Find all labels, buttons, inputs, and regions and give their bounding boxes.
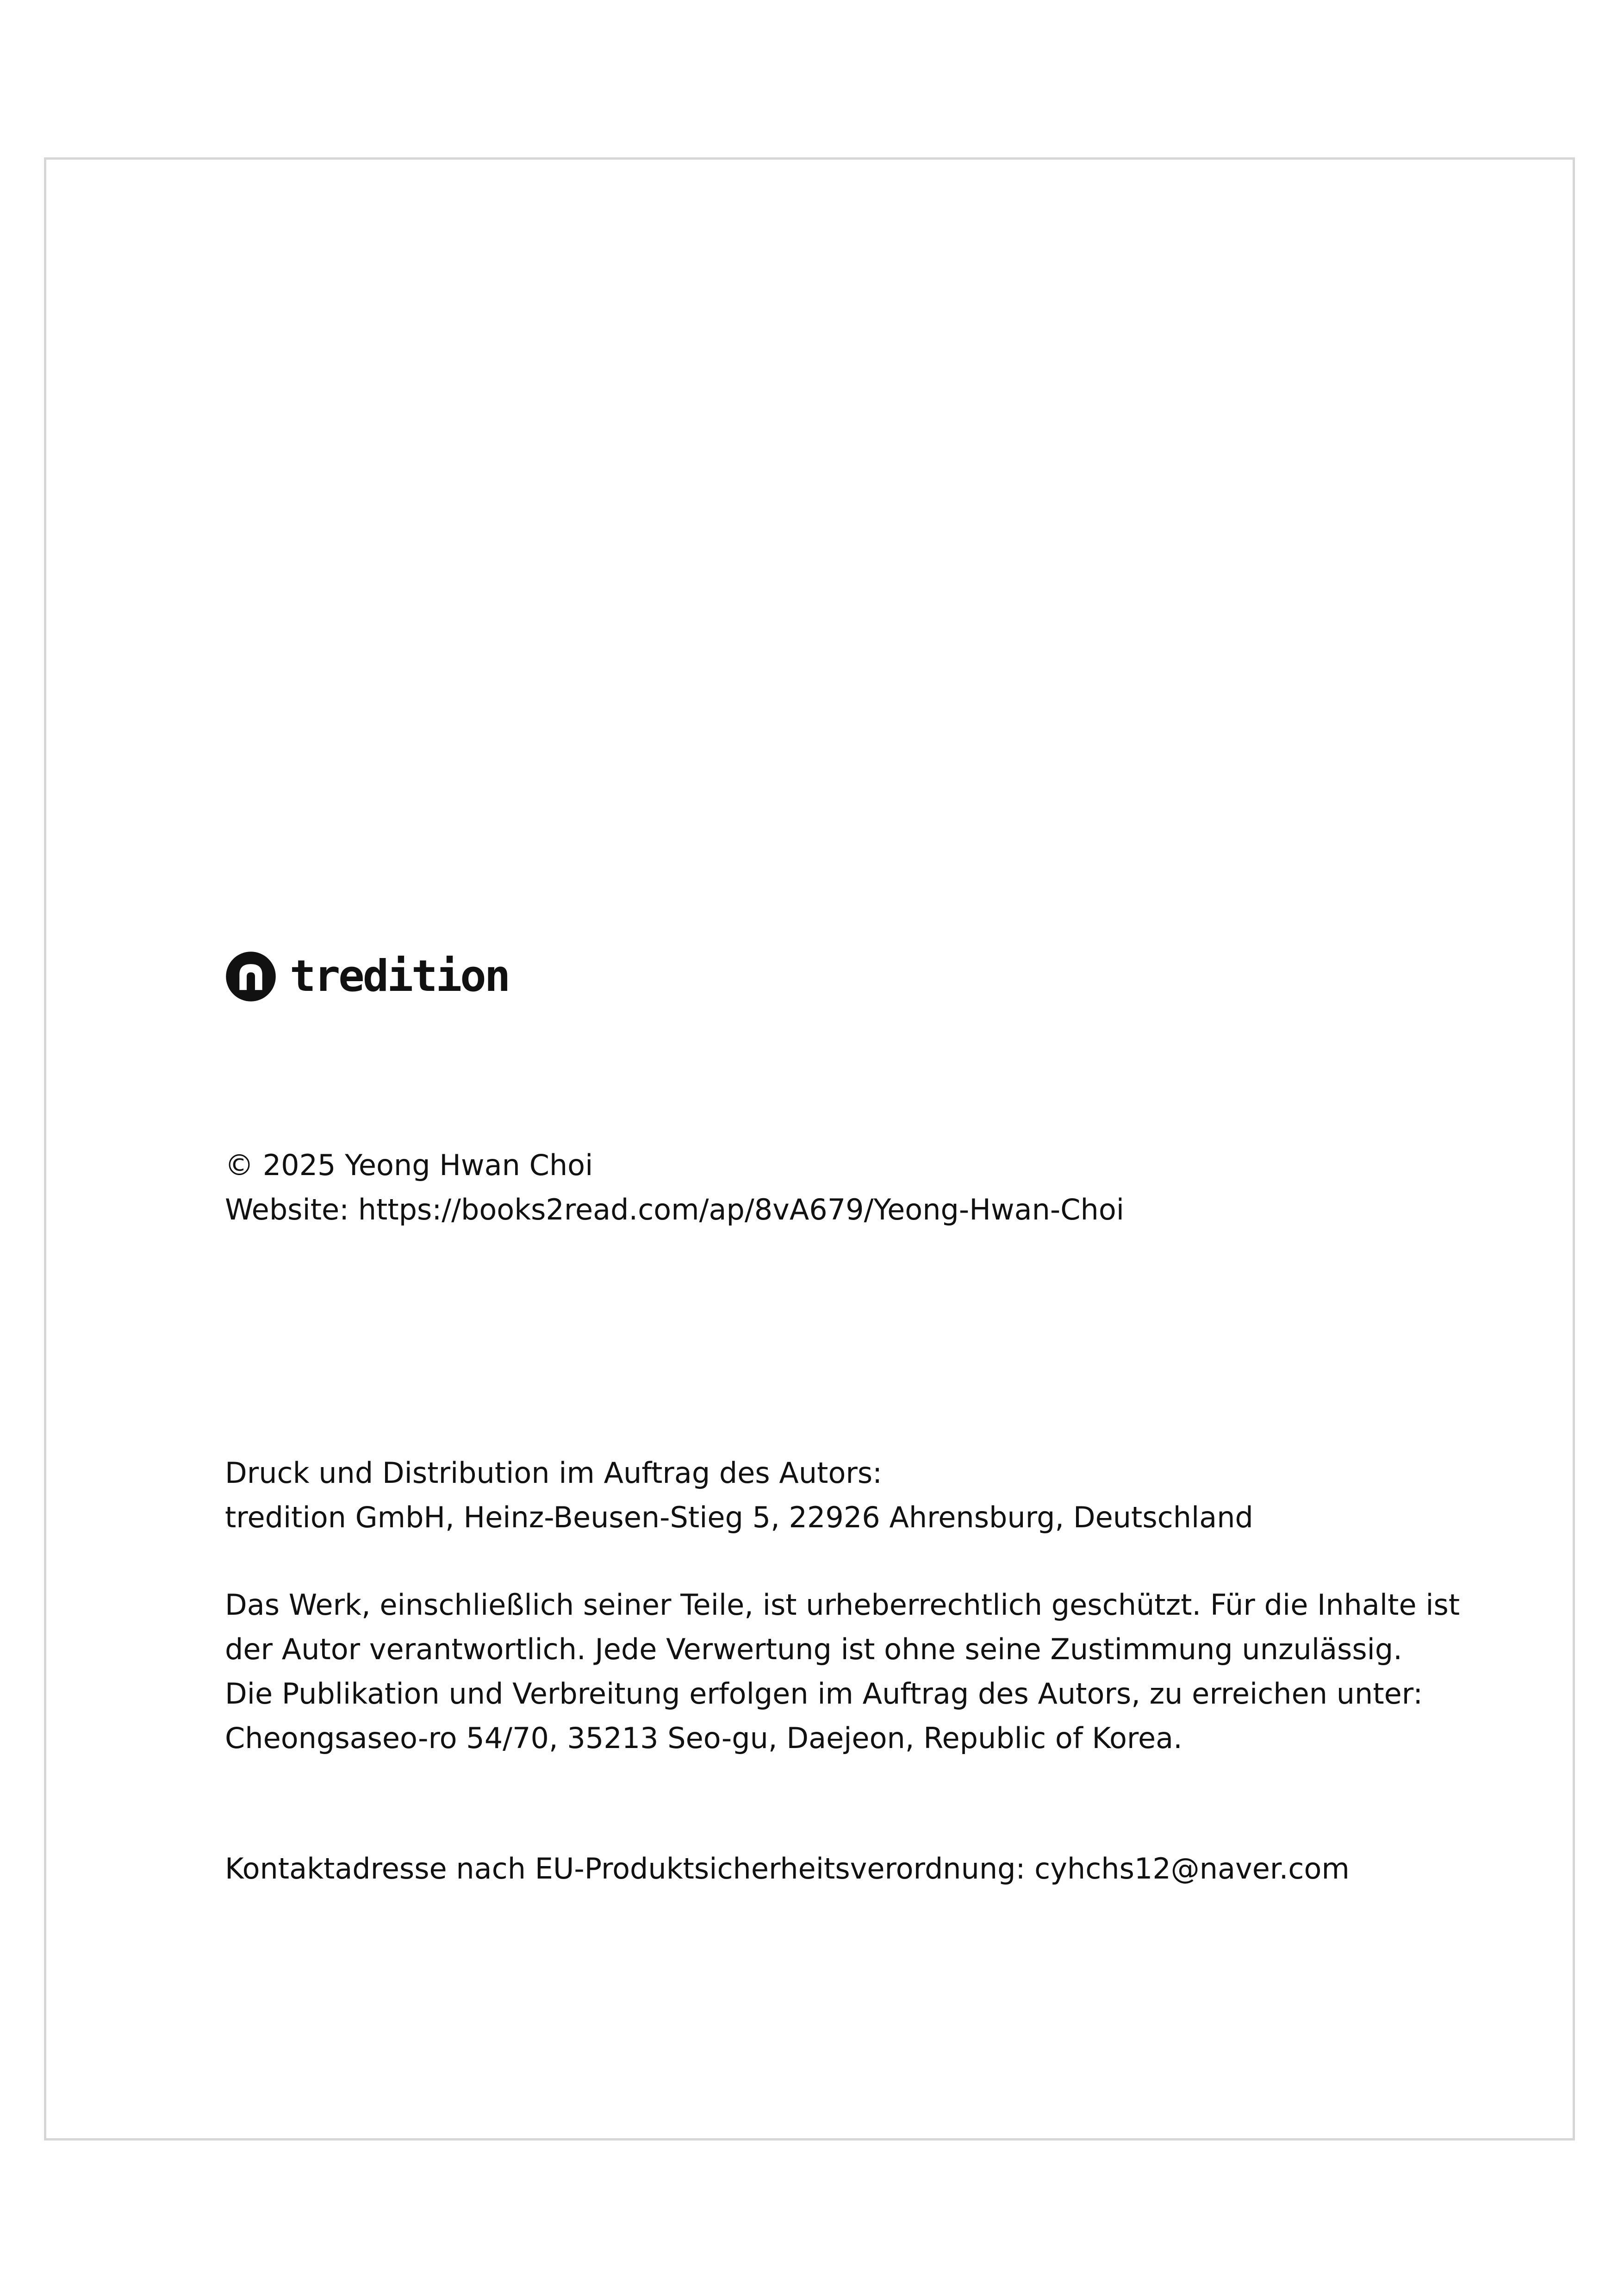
publisher-address: tredition GmbH, Heinz-Beusen-Stieg 5, 22926 Ahrensburg, Deutschland xyxy=(225,1500,1253,1534)
website-line: Website: https://books2read.com/ap/8vA679/Yeong-Hwan-Choi xyxy=(225,1193,1124,1226)
tredition-logo-icon xyxy=(225,951,277,1002)
publisher-wordmark: tredition xyxy=(290,951,509,1002)
legal-notice-section xyxy=(225,1583,1460,1761)
legal-line-2: der Autor verantwortlich. Jede Verwertung ist ohne seine Zustimmung unzulässig. xyxy=(225,1632,1402,1666)
legal-line-1: Das Werk, einschließlich seiner Teile, ist urheberrechtlich geschützt. Für die Inhalte ist xyxy=(225,1588,1460,1622)
print-line-1: Druck und Distribution im Auftrag des Autors: xyxy=(225,1456,883,1490)
publisher-logo xyxy=(225,949,509,1004)
author-address: Cheongsaseo-ro 54/70, 35213 Seo-gu, Daejeon, Republic of Korea. xyxy=(225,1721,1182,1755)
print-distribution-section xyxy=(225,1451,1428,1540)
copyright-line: © 2025 Yeong Hwan Choi xyxy=(225,1148,593,1182)
contact-line: Kontaktadresse nach EU-Produktsicherheitsverordnung: cyhchs12@naver.com xyxy=(225,1852,1350,1885)
legal-line-3: Die Publikation und Verbreitung erfolgen im Auftrag des Autors, zu erreichen unter: xyxy=(225,1677,1423,1711)
contact-section xyxy=(225,1847,1428,1891)
copyright-section xyxy=(225,1143,1428,1232)
